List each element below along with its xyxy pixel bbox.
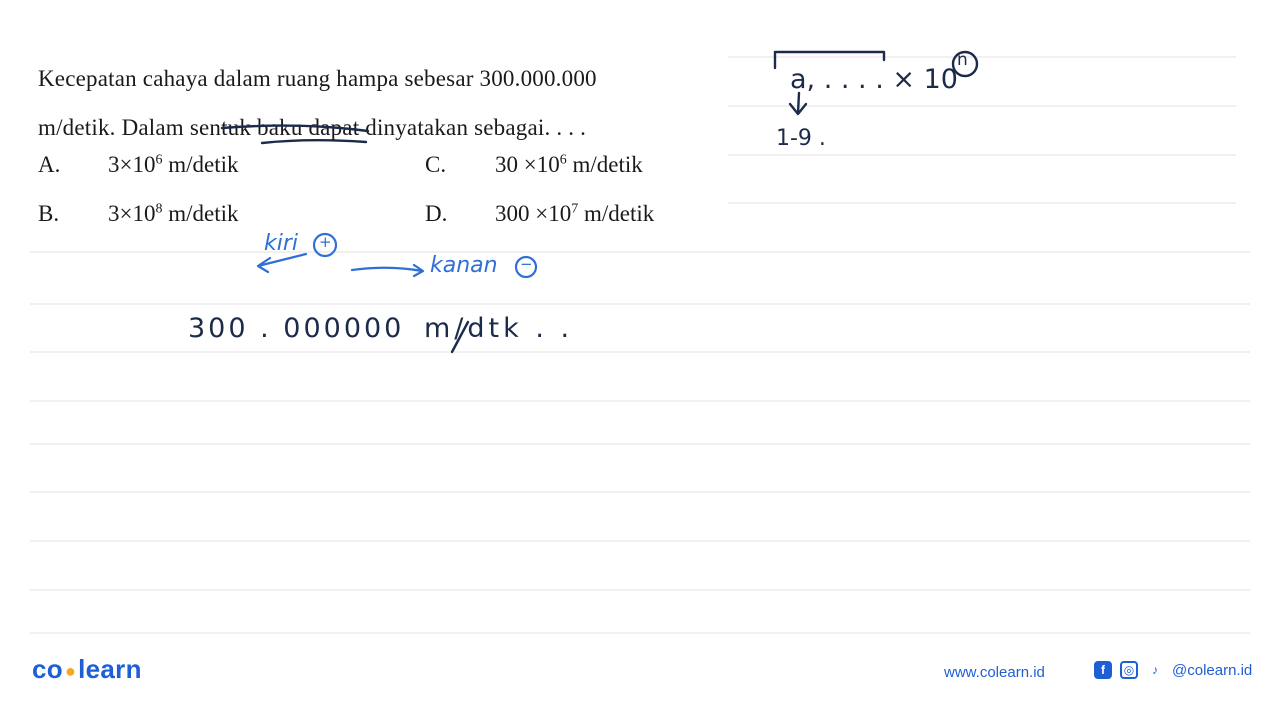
option-exponent: 6 — [155, 152, 163, 168]
underline-stroke — [262, 140, 366, 143]
colearn-logo[interactable] — [32, 654, 142, 685]
right-arrow-icon — [352, 265, 423, 276]
option-exponent: 8 — [155, 201, 163, 217]
handwritten-unit: m/dtk . . — [424, 313, 574, 344]
question-line-1: Kecepatan cahaya dalam ruang hampa sebesar 300.000.000 — [38, 66, 597, 91]
underline-stroke — [222, 126, 368, 131]
handwritten-minus-sign: − — [520, 255, 533, 273]
handwritten-kanan: kanan — [430, 253, 498, 278]
handwritten-plus-sign: + — [319, 233, 332, 251]
option-exponent: 6 — [559, 152, 567, 168]
option-letter: D. — [425, 201, 448, 226]
left-arrow-icon — [258, 254, 306, 272]
handwritten-range: 1-9 . — [776, 126, 826, 151]
option-coefficient: 3×10 — [108, 152, 156, 177]
logo-text-right: learn — [78, 654, 142, 684]
logo-text-left: co — [32, 654, 63, 684]
down-arrow-icon — [790, 93, 806, 114]
option-unit: m/detik — [578, 201, 655, 226]
option-unit: m/detik — [162, 201, 239, 226]
option-unit: m/detik — [566, 152, 643, 177]
option-unit: m/detik — [162, 152, 239, 177]
instagram-icon[interactable]: ◎ — [1120, 661, 1138, 679]
option-letter: C. — [425, 152, 447, 177]
question-line-2: m/detik. Dalam sentuk baku dapat dinyatakan sebagai. . . . — [38, 115, 587, 140]
handwritten-number: 300 . 000000 — [188, 313, 405, 344]
option-coefficient: 30 ×10 — [495, 152, 560, 177]
option-coefficient: 3×10 — [108, 201, 156, 226]
website-link[interactable]: www.colearn.id — [944, 664, 1045, 681]
handwritten-formula: a, . . . . × 10 — [790, 64, 958, 95]
social-handle[interactable]: @colearn.id — [1172, 661, 1253, 679]
handwritten-exponent-n: n — [957, 50, 968, 70]
option-coefficient: 300 ×10 — [495, 201, 572, 226]
option-exponent: 7 — [571, 201, 579, 217]
social-links — [1094, 661, 1252, 679]
facebook-icon[interactable]: f — [1094, 661, 1112, 679]
option-letter: A. — [38, 152, 61, 177]
tiktok-icon[interactable]: ♪ — [1152, 663, 1158, 677]
handwritten-kiri: kiri — [264, 231, 299, 256]
option-letter: B. — [38, 201, 60, 226]
logo-dot-icon: ● — [64, 660, 77, 681]
